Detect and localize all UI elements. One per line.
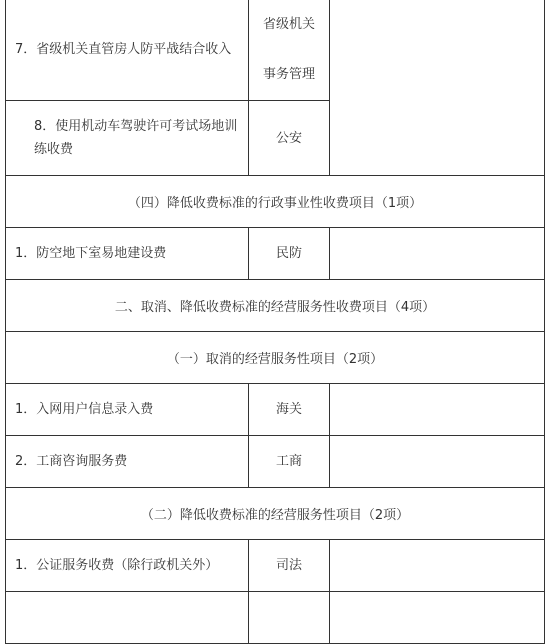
department-cell [249, 592, 330, 644]
item-name-cell [6, 592, 249, 644]
table-row [6, 384, 545, 436]
note-cell [330, 384, 545, 436]
department-cell [249, 384, 330, 436]
item-name-cell [6, 228, 249, 280]
section-heading-cell [6, 176, 545, 228]
department-name: 工商 [275, 454, 302, 469]
department-name: 民防 [275, 246, 302, 261]
note-cell [330, 592, 545, 644]
item-name: 1．防空地下室易地建设费 [15, 246, 167, 261]
table-row [6, 0, 545, 101]
section-heading-cell [6, 488, 545, 540]
table-row [6, 540, 545, 592]
department-line-1: 省级机关 [262, 17, 315, 32]
section-row [6, 488, 545, 540]
department-cell [249, 0, 330, 101]
table-row [6, 228, 545, 280]
item-name-cell [6, 384, 249, 436]
section-heading: 二、取消、降低收费标准的经营服务性收费项目（4项） [114, 300, 436, 315]
note-cell [330, 0, 545, 176]
table-row [6, 592, 545, 644]
department-line-2: 事务管理 [262, 67, 315, 82]
note-cell [330, 540, 545, 592]
section-heading-cell [6, 280, 545, 332]
department-name: 海关 [275, 402, 302, 417]
section-heading-cell [6, 332, 545, 384]
section-row [6, 176, 545, 228]
note-cell [330, 436, 545, 488]
section-heading: （二）降低收费标准的经营服务性项目（2项） [140, 508, 410, 523]
item-name: 1．入网用户信息录入费 [15, 402, 154, 417]
table-row [6, 436, 545, 488]
note-cell [330, 228, 545, 280]
item-name-cell [6, 0, 249, 101]
item-name-cell [6, 101, 249, 176]
item-name: 2．工商咨询服务费 [15, 454, 128, 469]
section-heading: （一）取消的经营服务性项目（2项） [166, 352, 384, 367]
section-row [6, 332, 545, 384]
department-name: 公安 [275, 130, 302, 146]
item-name-cell [6, 436, 249, 488]
item-name: 1．公证服务收费（除行政机关外） [15, 558, 219, 573]
section-heading: （四）降低收费标准的行政事业性收费项目（1项） [127, 196, 423, 211]
item-name: 7．省级机关直管房人防平战结合收入 [15, 42, 232, 57]
item-name: 8．使用机动车驾驶许可考试场地训练收费 [34, 119, 238, 157]
department-cell [249, 540, 330, 592]
item-name-cell [6, 540, 249, 592]
section-row [6, 280, 545, 332]
department-cell [249, 101, 330, 176]
department-name: 司法 [275, 558, 302, 573]
department-cell [249, 436, 330, 488]
department-cell [249, 228, 330, 280]
fee-items-table [5, 0, 545, 644]
